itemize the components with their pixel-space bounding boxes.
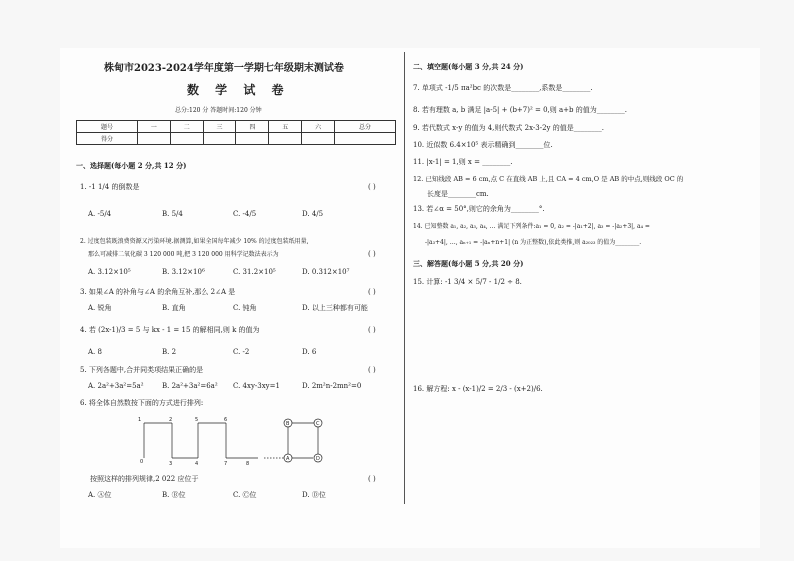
- answer-paren: ( ): [368, 366, 376, 374]
- option: B. 2a²+3a²=6a²: [162, 382, 218, 390]
- score-cell: [269, 133, 302, 145]
- option: C. 31.2×10⁵: [233, 268, 276, 276]
- question-12-line-1: 12. 已知线段 AB = 6 cm,点 C 在直线 AB 上,且 CA = 4 cm,O 是 AB 的中点,则线段 OC 的: [413, 175, 684, 183]
- diagram-number: 5: [195, 417, 199, 423]
- score-cell: 四: [236, 121, 269, 133]
- score-cell: [137, 133, 170, 145]
- question-1: 1. -1 1/4 的倒数是: [80, 183, 140, 191]
- option: C. Ⓒ位: [233, 491, 257, 499]
- diagram-number: 2: [169, 417, 173, 423]
- question-5: 5. 下列各题中,合并同类项结果正确的是: [80, 366, 204, 374]
- exam-title: 株甸市2023-2024学年度第一学期七年级期末测试卷: [104, 63, 344, 74]
- option: C. -2: [233, 348, 250, 356]
- option: C. 钝角: [233, 304, 257, 312]
- column-divider: [404, 52, 405, 504]
- option: A. -5/4: [88, 210, 112, 218]
- question-15: 15. 计算: -1 3/4 × 5/7 - 1/2 ÷ 8.: [413, 278, 522, 286]
- score-cell: 题号: [77, 121, 138, 133]
- exam-subtitle: 数 学 试 卷: [187, 83, 290, 97]
- score-cell: 一: [137, 121, 170, 133]
- score-cell: [170, 133, 203, 145]
- option: B. 3.12×10⁶: [162, 268, 205, 276]
- question-16: 16. 解方程: x - (x-1)/2 = 2/3 - (x+2)/6.: [413, 385, 543, 393]
- score-cell: [203, 133, 236, 145]
- position-label: A: [286, 456, 290, 462]
- option: D. 4/5: [302, 210, 324, 218]
- score-cell: 五: [269, 121, 302, 133]
- option: A. 2a²+3a²=5a²: [88, 382, 144, 390]
- question-2-line-1: 2. 过度包装既浪费资源又污染环境.据测算,如果全国每年减少 10% 的过度包装纸用量,: [80, 238, 309, 245]
- score-cell: 总分: [335, 121, 396, 133]
- answer-paren: ( ): [368, 288, 376, 296]
- option: D. 以上三种都有可能: [302, 304, 368, 312]
- option: D. Ⓓ位: [302, 491, 326, 499]
- score-cell: 得分: [77, 133, 138, 145]
- answer-paren: ( ): [368, 475, 376, 483]
- diagram-numbers: [138, 417, 249, 467]
- option: B. Ⓑ位: [162, 491, 186, 499]
- answer-paren: ( ): [368, 326, 376, 334]
- question-14-line-1: 14. 已知整数 a₁, a₂, a₃, a₄, … 满足下列条件:a₁ = 0, a₂ = -|a₁+2|, a₃ = -|a₂+3|, a₄ =: [413, 223, 650, 230]
- answer-paren: ( ): [368, 183, 376, 191]
- question-8: 8. 若有理数 a, b 满足 |a-5| + (b+7)² = 0,则 a+b 的值为________.: [413, 106, 627, 114]
- section-2-heading: 二、填空题(每小题 3 分,共 24 分): [413, 62, 524, 71]
- score-cell: 二: [170, 121, 203, 133]
- option: A. 锐角: [88, 304, 112, 312]
- diagram-number: 7: [224, 461, 228, 467]
- section-1-heading: 一、选择题(每小题 2 分,共 12 分): [76, 161, 187, 170]
- diagram-number: 0: [140, 459, 144, 465]
- score-cell: 三: [203, 121, 236, 133]
- score-cell: [236, 133, 269, 145]
- score-table-score-row: [77, 133, 396, 145]
- option: B. 2: [162, 348, 177, 356]
- option: B. 5/4: [162, 210, 183, 218]
- option: A. 8: [88, 348, 102, 356]
- question-12-line-2: 长度是________cm.: [427, 190, 489, 198]
- option: D. 6: [302, 348, 317, 356]
- option: A. Ⓐ位: [88, 491, 112, 499]
- question-3: 3. 如果∠A 的补角与∠A 的余角互补,那么 2∠A 是: [80, 288, 236, 296]
- score-cell: 六: [302, 121, 335, 133]
- diagram-number: 3: [169, 461, 173, 467]
- score-table: [76, 120, 396, 145]
- question-6-prompt: 按照这样的排列规律,2 022 应位于: [90, 475, 199, 483]
- exam-meta: 总分:120 分 答题时间:120 分钟: [175, 107, 262, 114]
- option: B. 直角: [162, 304, 186, 312]
- question-10: 10. 近似数 6.4×10⁵ 表示精确到________位.: [413, 141, 553, 149]
- diagram-number: 1: [138, 417, 142, 423]
- diagram-number: 8: [246, 461, 250, 467]
- question-7: 7. 单项式 -1/5 πa²bc 的次数是________,系数是________.: [413, 84, 593, 92]
- option: C. -4/5: [233, 210, 257, 218]
- diagram-number: 4: [195, 461, 199, 467]
- score-table-header-row: [77, 121, 396, 133]
- score-cell: [302, 133, 335, 145]
- diagram-number: 6: [224, 417, 228, 423]
- question-13: 13. 若∠α = 50°,则它的余角为________°.: [413, 205, 545, 213]
- question-9: 9. 若代数式 x-y 的值为 4,则代数式 2x-3-2y 的值是________.: [413, 124, 604, 132]
- section-3-heading: 三、解答题(每小题 5 分,共 20 分): [413, 259, 524, 268]
- number-arrangement-diagram: [128, 415, 338, 467]
- position-label: D: [316, 456, 320, 462]
- option: A. 3.12×10⁵: [88, 268, 131, 276]
- option: D. 0.312×10⁷: [302, 268, 350, 276]
- option: D. 2m²n-2mn²=0: [302, 382, 362, 390]
- question-2-line-2: 那么可减排二氧化碳 3 120 000 吨,把 3 120 000 用科学记数法表示为: [88, 251, 279, 258]
- question-11: 11. |x-1| = 1,则 x = ________.: [413, 158, 513, 166]
- question-14-line-2: -|a₃+4|, …, aₙ₊₁ = -|aₙ+n+1| (n 为正整数),依此类推,则 a₂₀₂₃ 的值为________.: [425, 239, 642, 246]
- option: C. 4xy-3xy=1: [233, 382, 280, 390]
- question-6: 6. 将全体自然数按下面的方式进行排列:: [80, 399, 204, 407]
- question-4: 4. 若 (2x-1)/3 = 5 与 kx - 1 = 15 的解相同,则 k 的值为: [80, 326, 260, 334]
- position-label: C: [316, 421, 320, 427]
- score-cell: [335, 133, 396, 145]
- position-label: B: [286, 421, 290, 427]
- answer-paren: ( ): [368, 250, 376, 258]
